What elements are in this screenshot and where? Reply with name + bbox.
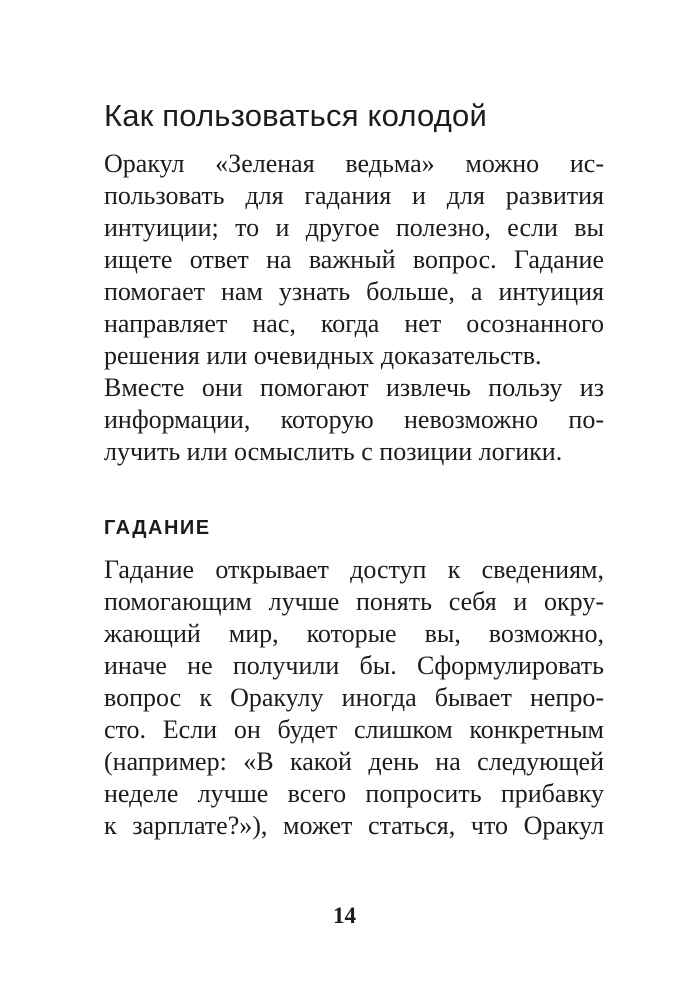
paragraph-line: иначе не получили бы. Сформулировать xyxy=(104,651,604,680)
paragraph-line: интуиции; то и другое полезно, если вы xyxy=(104,213,604,242)
paragraph-line: помогающим лучше понять себя и окру- xyxy=(104,587,604,616)
paragraph-line: помогает нам узнать больше, а интуиция xyxy=(104,277,604,306)
paragraph-line: Вместе они помогают извлечь пользу из xyxy=(104,373,604,402)
page-content xyxy=(104,92,604,842)
paragraph-line: решения или очевидных доказательств. xyxy=(104,341,542,370)
paragraph-line: Оракул «Зеленая ведьма» можно ис- xyxy=(104,149,604,178)
paragraph-line: пользовать для гадания и для развития xyxy=(104,181,604,210)
paragraph-line: вопрос к Оракулу иногда бывает непро- xyxy=(104,683,604,712)
section-paragraph xyxy=(104,554,604,842)
paragraph-line: к зарплате?»), может статься, что Оракул xyxy=(104,811,604,840)
section-heading: ГАДАНИЕ xyxy=(104,517,211,539)
paragraph-line: ищете ответ на важный вопрос. Гадание xyxy=(104,245,604,274)
paragraph-line: жающий мир, которые вы, возможно, xyxy=(104,619,604,648)
paragraph-line: направляет нас, когда нет осознанного xyxy=(104,309,604,338)
page-number: 14 xyxy=(333,903,356,928)
paragraph-line: (например: «В какой день на следующей xyxy=(104,747,604,776)
paragraph-line: Гадание открывает доступ к сведениям, xyxy=(104,555,604,584)
paragraph-line: неделе лучше всего попросить прибавку xyxy=(104,779,604,808)
paragraph-line: сто. Если он будет слишком конкретным xyxy=(104,715,604,744)
intro-paragraph xyxy=(104,148,604,468)
paragraph-line: лучить или осмыслить с позиции логики. xyxy=(104,437,563,466)
chapter-title: Как пользоваться колодой xyxy=(104,98,488,133)
paragraph-line: информации, которую невозможно по- xyxy=(104,405,604,434)
